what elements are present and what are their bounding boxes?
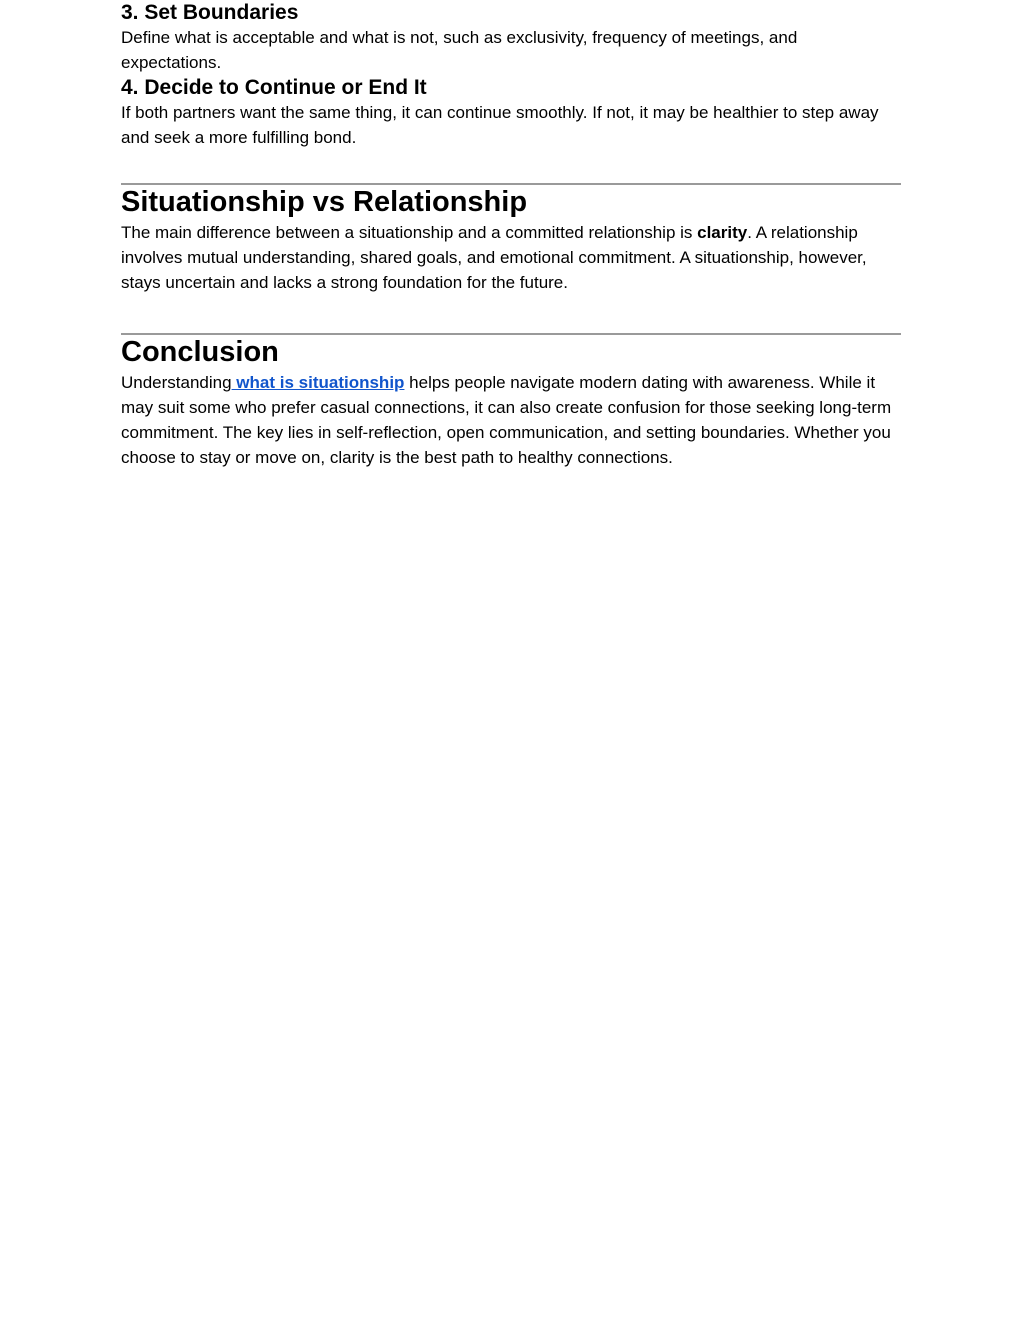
- heading-conclusion: Conclusion: [121, 336, 279, 368]
- heading-set-boundaries: 3. Set Boundaries: [121, 1, 299, 24]
- document-content: [121, 0, 901, 470]
- paragraph-situationship-vs-relationship: [121, 220, 901, 295]
- text-after-link: helps people navigate modern dating with awareness. While it may suit some who prefer casual connections, it can also create confusion for those seeking long-term commitment. The key lies in self-reflection, open communication, and setting boundaries. Whether you choose to stay or move on, clarity is the best path to healthy connections.: [121, 373, 892, 467]
- text-before-link: Understanding: [121, 373, 232, 392]
- paragraph-set-boundaries: Define what is acceptable and what is not, such as exclusivity, frequency of meetings, and expectations.: [121, 28, 798, 72]
- heading-decide-continue: 4. Decide to Continue or End It: [121, 76, 427, 99]
- text-after-clarity: . A relationship involves mutual understanding, shared goals, and emotional commitment. A situationship, however, stays uncertain and lacks a strong foundation for the future.: [121, 223, 867, 292]
- paragraph-conclusion: [121, 370, 901, 470]
- heading-situationship-vs-relationship: Situationship vs Relationship: [121, 186, 528, 218]
- text-before-clarity: The main difference between a situationship and a committed relationship is: [121, 223, 698, 242]
- paragraph-decide-continue: If both partners want the same thing, it can continue smoothly. If not, it may be healthier to step away and seek a more fulfilling bond.: [121, 103, 879, 147]
- link-what-is-situationship[interactable]: what is situationship: [231, 373, 405, 392]
- bold-clarity: clarity: [697, 223, 748, 242]
